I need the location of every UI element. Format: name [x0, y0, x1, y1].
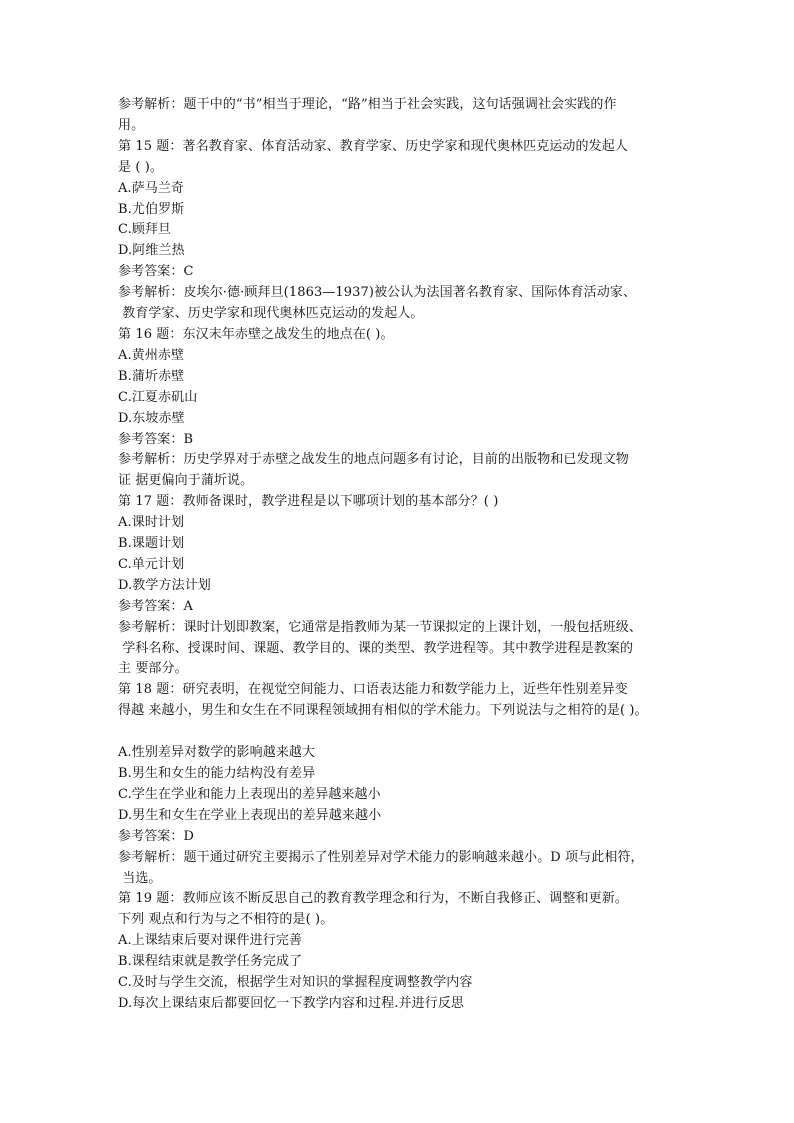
option-c: C.顾拜旦 [118, 222, 172, 238]
analysis-q14: 参考解析：题干中的“书”相当于理论，“路”相当于社会实践，这句话强调社会实践的作 [118, 97, 617, 112]
analysis-15: 参考解析：皮埃尔·德·顾拜旦(1863—1937)被公认为法国著名教育家、国际体育活动家、 [118, 285, 637, 301]
option-d: D.教学方法计划 [118, 577, 211, 593]
question-19-cont: 下列 观点和行为与之不相符的是( )。 [118, 912, 334, 928]
analysis-18-cont: 当选。 [118, 870, 162, 886]
option-b: B.课题计划 [118, 536, 185, 552]
analysis-17-cont: 学科名称、授课时间、课题、教学目的、课的类型、教学进程等。其中教学进程是教案的 [118, 640, 634, 656]
blank-line [118, 722, 688, 743]
question-15: 第 15 题：著名教育家、体育活动家、教育学家、历史学家和现代奥林匹克运动的发起人 [118, 138, 628, 154]
analysis-16-cont: 证 据更偏向于蒲圻说。 [118, 473, 254, 489]
analysis-16: 参考解析：历史学界对于赤壁之战发生的地点问题多有讨论，目前的出版物和已发现文物 [118, 452, 629, 468]
option-a: A.萨马兰奇 [118, 180, 185, 196]
option-c: C.及时与学生交流，根据学生对知识的掌握程度调整教学内容 [118, 975, 473, 991]
option-d: D.阿维兰热 [118, 243, 185, 259]
answer-15: 参考答案：C [118, 264, 194, 280]
question-18-cont: 得越 来越小，男生和女生在不同课程领域拥有相似的学术能力。下列说法与之相符的是( )。 [118, 703, 648, 719]
question-18: 第 18 题：研究表明，在视觉空间能力、口语表达能力和数学能力上，近些年性别差异变 [118, 682, 628, 698]
option-b: B.课程结束就是教学任务完成了 [118, 954, 303, 970]
option-c: C.单元计划 [118, 556, 185, 572]
question-16: 第 16 题：东汉末年赤壁之战发生的地点在( )。 [118, 326, 394, 342]
analysis-15-cont: 教育学家、历史学家和现代奥林匹克运动的发起人。 [118, 306, 424, 322]
analysis-17: 参考解析：课时计划即教案，它通常是指教师为某一节课拟定的上课计划，一般包括班级、 [118, 619, 643, 635]
option-a: A.黄州赤壁 [118, 347, 185, 363]
option-b: B.尤伯罗斯 [118, 201, 185, 217]
analysis-18: 参考解析：题干通过研究主要揭示了性别差异对学术能力的影响越来越小。D 项与此相符， [118, 849, 644, 865]
question-15-cont: 是 ( )。 [118, 159, 164, 175]
option-c: C.学生在学业和能力上表现出的差异越来越小 [118, 786, 381, 802]
option-a: A.课时计划 [118, 515, 185, 531]
option-a: A.上课结束后要对课件进行完善 [118, 933, 303, 949]
answer-18: 参考答案：D [118, 828, 195, 844]
question-17: 第 17 题：教师备课时，教学进程是以下哪项计划的基本部分？( ) [118, 494, 499, 510]
option-b: B.蒲圻赤壁 [118, 368, 185, 384]
answer-17: 参考答案：A [118, 598, 193, 614]
option-a: A.性别差异对数学的影响越来越大 [118, 745, 316, 761]
answer-16: 参考答案：B [118, 431, 194, 447]
question-19: 第 19 题：教师应该不断反思自己的教育教学理念和行为，不断自我修正、调整和更新。 [118, 891, 628, 907]
option-c: C.江夏赤矶山 [118, 389, 198, 405]
option-d: D.男生和女生在学业上表现出的差异越来越小 [118, 807, 382, 823]
analysis-q14-cont: 用。 [118, 117, 145, 133]
option-b: B.男生和女生的能力结构没有差异 [118, 765, 316, 781]
analysis-17-cont2: 主 要部分。 [118, 661, 188, 677]
document-page [118, 95, 688, 1015]
option-d: D.东坡赤壁 [118, 410, 185, 426]
option-d: D.每次上课结束后都要回忆一下教学内容和过程.并进行反思 [118, 995, 465, 1011]
